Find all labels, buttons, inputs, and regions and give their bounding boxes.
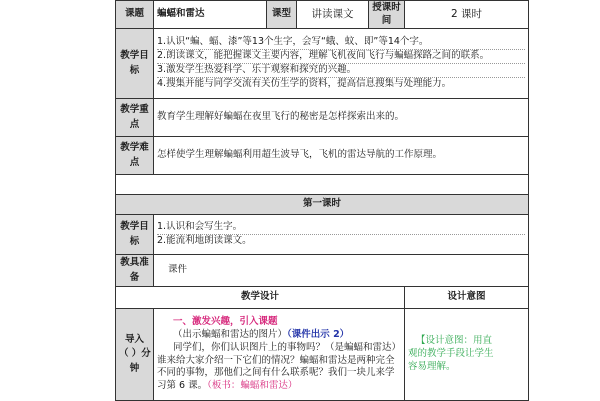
intro-line: 同学们，你们认识图片上的事物吗？（是蝙蝠和雷达）: [173, 341, 402, 353]
intro-text: 习第 6 课。: [157, 380, 208, 392]
first-period-row: [116, 195, 529, 215]
period-objective-line: 2.能流利地朗读课文。: [157, 235, 252, 246]
period-objectives-content: [154, 215, 529, 255]
intent-header: 设计意图: [405, 287, 529, 309]
difficulty-label: 教学难点: [116, 137, 154, 175]
design-header: 教学设计: [116, 287, 405, 309]
topic-label: 课题: [116, 1, 154, 29]
type-label: 课型: [267, 1, 297, 29]
intent-line: 容易理解。: [408, 360, 456, 372]
intro-label-line: （ ）分: [119, 348, 151, 360]
key-point-row: [116, 99, 529, 137]
intro-line: [157, 329, 401, 342]
objectives-content: [154, 29, 529, 99]
intro-intent: [405, 309, 529, 401]
objective-line: 1.认识“蝙、蝠、漆”等13个生字，会写“蛾、蚊、即”等14个字。: [157, 36, 525, 50]
objective-line: 3.激发学生热爱科学、乐于观察和探究的兴趣。: [157, 64, 525, 78]
objective-line: 4.搜集并能与同学交流有关仿生学的资料，提高信息搜集与处理能力。: [157, 77, 452, 89]
intro-content: [154, 309, 405, 401]
lesson-plan-table: [115, 0, 529, 401]
intro-text: （出示蝙蝠和雷达的图片）: [173, 328, 288, 340]
key-point-text: 教育学生理解好蝙蝠在夜里飞行的秘密是怎样探索出来的。: [154, 99, 529, 137]
prep-row: [116, 255, 529, 287]
prep-value: 课件: [154, 255, 529, 287]
objectives-label: 教学目标: [116, 29, 154, 99]
intro-label: [116, 309, 154, 401]
first-period-title: 第一课时: [116, 195, 529, 215]
period-objective-line: 1.认识和会写生字。: [157, 221, 525, 235]
prep-label: 教具准备: [116, 255, 154, 287]
intro-row: [116, 309, 529, 401]
spacer-row: [116, 175, 529, 195]
board-note: （板书：蝙蝠和雷达）: [207, 380, 298, 392]
intent-line: 观的教学手段让学生: [408, 348, 494, 360]
period-objectives-label: 教学目标: [116, 215, 154, 255]
intro-label-line: 导入: [124, 334, 144, 346]
topic-value: 蝙蝠和雷达: [154, 1, 267, 29]
intro-line: 不同的事物，那他们之间有什么联系呢？我们一块儿来学: [157, 367, 395, 379]
objective-line: 2.朗读课文，能把握课文主要内容，理解飞机夜间飞行与蝙蝠探路之间的联系。: [157, 50, 525, 64]
period-objectives-row: [116, 215, 529, 255]
hours-label: 授课时间: [369, 1, 405, 29]
intro-heading: 一、激发兴趣，引入课题: [173, 316, 278, 328]
spacer-cell: [116, 175, 529, 195]
intro-label-line: 钟: [129, 362, 140, 374]
type-value: 讲读课文: [297, 1, 369, 29]
design-header-row: [116, 287, 529, 309]
intro-line: 谁来给大家介绍一下它们的情况？蝙蝠和雷达是两种完全: [157, 354, 395, 366]
hours-value: 2 课时: [405, 1, 529, 29]
courseware-ref: （课件出示 2）: [287, 328, 350, 340]
difficulty-row: [116, 137, 529, 175]
header-row: [116, 1, 529, 29]
intro-line: [157, 380, 401, 393]
difficulty-text: 怎样使学生理解蝙蝠利用超生波导飞，飞机的雷达导航的工作原理。: [154, 137, 529, 175]
key-point-label: 教学重点: [116, 99, 154, 137]
lesson-plan-document: [115, 0, 528, 400]
objectives-row: [116, 29, 529, 99]
intent-line: 【设计意图：用直: [416, 335, 493, 347]
